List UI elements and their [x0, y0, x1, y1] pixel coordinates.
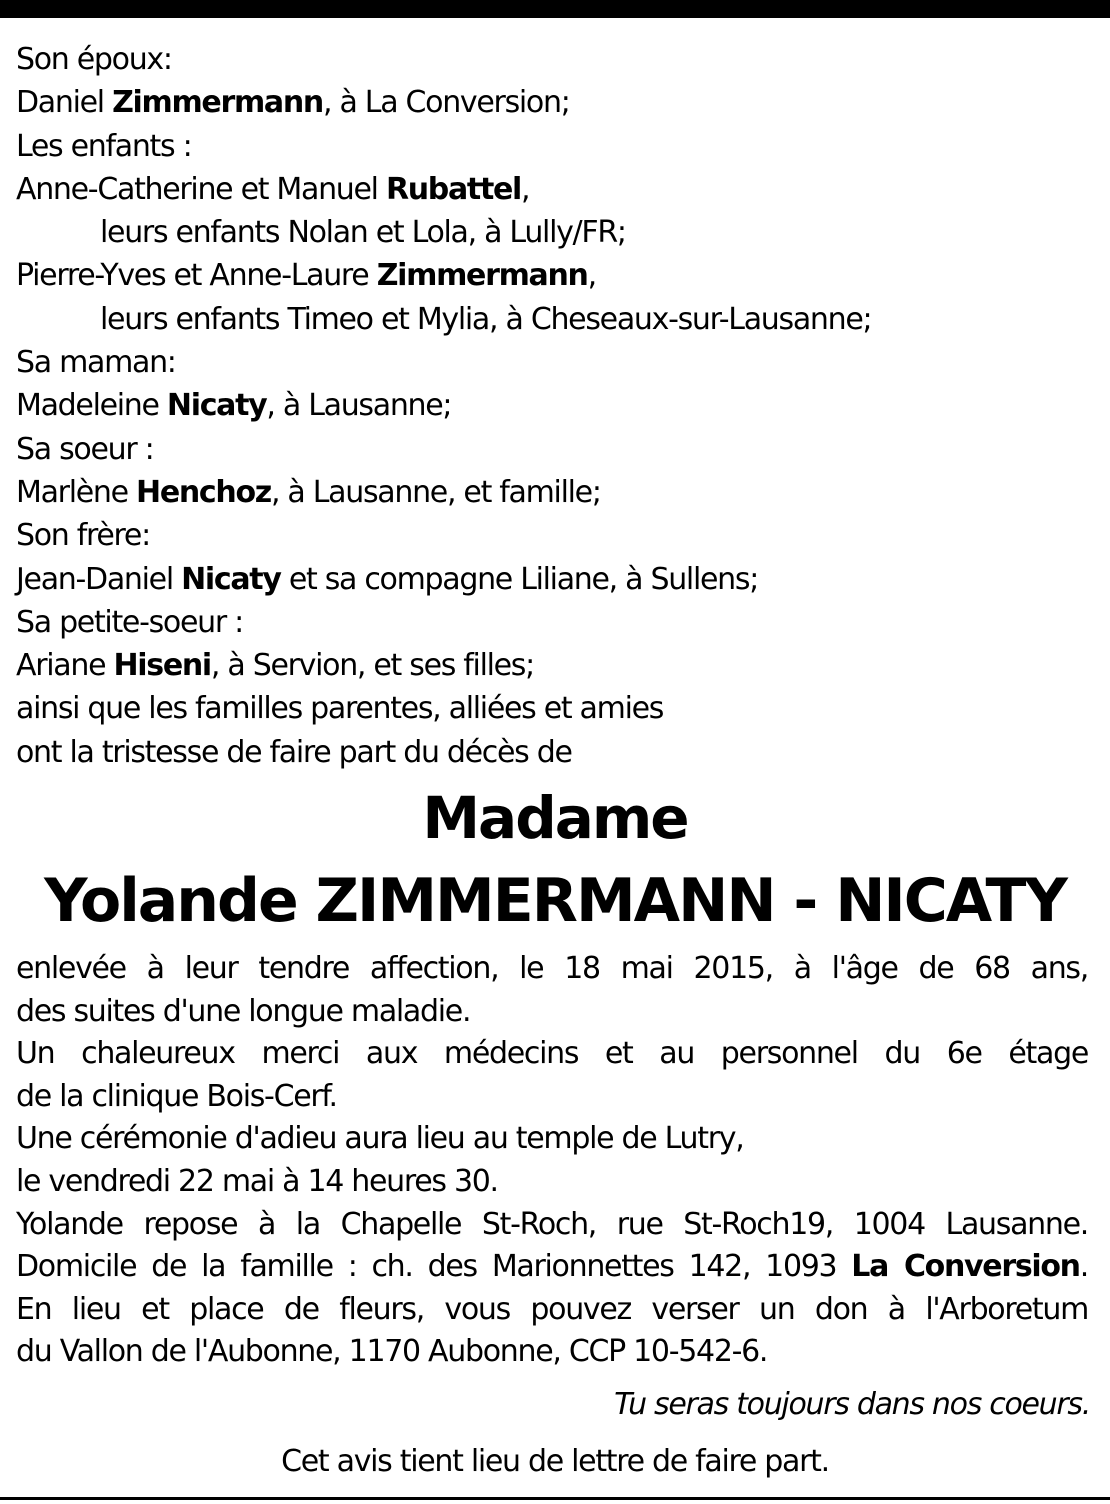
member-details: , à La Conversion; [322, 85, 570, 121]
relation-heading: Les enfants : [16, 128, 192, 164]
grandchildren-line: leurs enfants Nolan et Lola, à Lully/FR; [100, 215, 626, 251]
bottom-border-rule [0, 1497, 1110, 1500]
thanks-line-2: de la clinique Bois-Cerf. [16, 1078, 337, 1114]
family-member-line [16, 558, 1090, 601]
member-given-names: Marlène [16, 474, 137, 510]
member-given-names: Ariane [16, 648, 114, 684]
death-line-2: des suites d'une longue maladie. [16, 993, 471, 1029]
member-details: et sa compagne Liliane, à Sullens; [280, 561, 759, 597]
member-details: , [521, 171, 530, 207]
member-surname: Zimmermann [376, 258, 588, 294]
member-surname: Henchoz [136, 474, 271, 510]
domicile-address: Domicile de la famille : ch. des Marionnettes 142, 1093 [16, 1249, 852, 1285]
donation-line-1: En lieu et place de fleurs, vous pouvez verser un don à l'Arboretum [16, 1291, 1088, 1327]
member-surname: Nicaty [166, 388, 267, 424]
family-member-line [16, 81, 1090, 124]
member-details: , à Lausanne; [266, 388, 452, 424]
death-line-1: enlevée à leur tendre affection, le 18 mai 2015, à l'âge de 68 ans, [16, 951, 1088, 986]
top-border-rule [0, 0, 1110, 18]
closing-motto: Tu seras toujours dans nos coeurs. [614, 1387, 1090, 1422]
relation-heading: Son époux: [16, 42, 172, 77]
relation-heading: Sa soeur : [16, 431, 154, 467]
domicile-period: . [1079, 1249, 1088, 1285]
family-member-line [16, 384, 1090, 427]
member-surname: Zimmermann [112, 85, 323, 121]
thanks-line-1: Un chaleureux merci aux médecins et au personnel du 6e étage [16, 1036, 1088, 1072]
member-given-names: Daniel [16, 85, 113, 121]
grandchildren-line: leurs enfants Timeo et Mylia, à Cheseaux-sur-Lausanne; [100, 301, 872, 337]
deceased-title: Madame [422, 784, 688, 852]
member-given-names: Madeleine [16, 388, 167, 424]
member-given-names: Pierre-Yves et Anne-Laure [16, 258, 377, 294]
relation-heading: ont la tristesse de faire part du décès de [16, 734, 572, 770]
family-member-line [16, 168, 1090, 211]
notice-body [16, 948, 1088, 1374]
family-list [16, 38, 1090, 774]
deceased-name: Yolande ZIMMERMANN - NICATY [44, 866, 1066, 936]
family-member-line [16, 644, 1090, 687]
ceremony-line-2: le vendredi 22 mai à 14 heures 30. [16, 1163, 498, 1199]
family-member-line [16, 471, 1090, 514]
member-given-names: Jean-Daniel [16, 561, 182, 597]
donation-line-2: du Vallon de l'Aubonne, 1170 Aubonne, CCP 10-542-6. [16, 1334, 768, 1370]
closing-note: Cet avis tient lieu de lettre de faire part. [281, 1444, 829, 1479]
relation-heading: Sa petite-soeur : [16, 604, 243, 640]
member-surname: Hiseni [113, 648, 211, 684]
member-surname: Rubattel [385, 171, 522, 207]
domicile-place: La Conversion [851, 1249, 1080, 1285]
relation-heading: ainsi que les familles parentes, alliées et amies [16, 691, 664, 727]
member-surname: Nicaty [181, 561, 281, 597]
member-details: , à Servion, et ses filles; [210, 648, 534, 684]
ceremony-line-1: Une cérémonie d'adieu aura lieu au temple de Lutry, [16, 1121, 744, 1157]
member-details: , [587, 258, 596, 294]
family-member-line [16, 254, 1090, 297]
relation-heading: Son frère: [16, 518, 150, 554]
member-given-names: Anne-Catherine et Manuel [16, 171, 386, 207]
domicile-line [16, 1246, 1088, 1289]
rest-line: Yolande repose à la Chapelle St-Roch, rue St-Roch19, 1004 Lausanne. [16, 1206, 1088, 1242]
member-details: , à Lausanne, et famille; [270, 474, 601, 510]
relation-heading: Sa maman: [16, 345, 176, 381]
